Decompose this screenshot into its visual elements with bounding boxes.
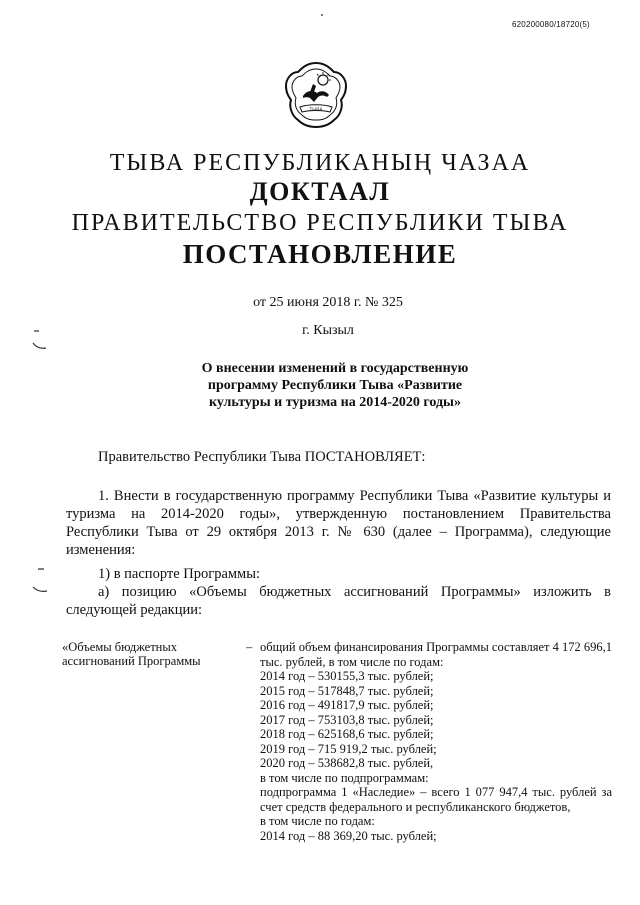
subject-line: программу Республики Тыва «Развитие xyxy=(207,378,463,393)
item-2a: а) позицию «Объемы бюджетных ассигнований Программы» изложить в следующей редакции: xyxy=(66,584,611,618)
document-city: г. Кызыл xyxy=(302,323,354,338)
scan-speck xyxy=(321,14,323,16)
government-title-ru: ПРАВИТЕЛЬСТВО РЕСПУБЛИКИ ТЫВА xyxy=(71,210,569,236)
table-right-content xyxy=(260,640,612,843)
year-row: 2014 год – 530155,3 тыс. рублей; xyxy=(260,669,434,683)
margin-mark xyxy=(30,325,50,355)
year-row: 2017 год – 753103,8 тыс. рублей; xyxy=(260,712,434,727)
decree-statement: Правительство Республики Тыва ПОСТАНОВЛЯЕТ: xyxy=(98,449,426,465)
item-1: 1) в паспорте Программы: xyxy=(98,566,260,582)
subprograms-intro: в том числе по подпрограммам: xyxy=(260,770,429,785)
tuva-coat-of-arms-icon xyxy=(283,60,349,130)
document-code: 620200080/18720(5) xyxy=(512,20,590,29)
year-row: 2015 год – 517848,7 тыс. рублей; xyxy=(260,683,434,698)
funding-total: общий объем финансирования Программы составляет 4 172 696,1 тыс. рублей, в том числе по годам: xyxy=(260,640,612,669)
year-row: 2016 год – 491817,9 тыс. рублей; xyxy=(260,698,434,712)
subject-line: О внесении изменений в государственную xyxy=(201,361,469,376)
document-subject xyxy=(170,360,500,411)
emblem-ribbon-text: ТЫВА xyxy=(309,108,323,113)
government-title-tyva: ТЫВА РЕСПУБЛИКАНЫҢ ЧАЗАА xyxy=(109,150,531,176)
coat-of-arms-emblem xyxy=(283,60,349,130)
subprogram-1: подпрограмма 1 «Наследие» – всего 1 077 947,4 тыс. рублей за счет средств федерального и республиканского бюджетов, xyxy=(260,785,612,814)
year-row: 2018 год – 625168,6 тыс. рублей; xyxy=(260,727,434,741)
subject-line: культуры и туризма на 2014-2020 годы» xyxy=(209,395,461,410)
table-dash: – xyxy=(246,640,253,654)
table-left-label: «Объемы бюджетных ассигнований Программы xyxy=(62,640,201,668)
year-row: 2019 год – 715 919,2 тыс. рублей; xyxy=(260,741,437,756)
paragraph-1: 1. Внести в государственную программу Республики Тыва «Развитие культуры и туризма на 2014-2020 годы», утвержденную постановлением Правительства Республики Тыва от 29 октября 2013 г. № 630 (далее – Программа), следующие изменения: xyxy=(66,488,611,558)
act-type-tyva: ДОКТААЛ xyxy=(249,177,391,206)
subprogram-1-years-intro: в том числе по годам: xyxy=(260,814,375,828)
act-type-ru: ПОСТАНОВЛЕНИЕ xyxy=(182,239,458,269)
margin-mark xyxy=(30,565,50,595)
year-row: 2014 год – 88 369,20 тыс. рублей; xyxy=(260,828,437,843)
year-row: 2020 год – 538682,8 тыс. рублей, xyxy=(260,756,434,770)
document-date: от 25 июня 2018 г. № 325 xyxy=(253,295,403,310)
